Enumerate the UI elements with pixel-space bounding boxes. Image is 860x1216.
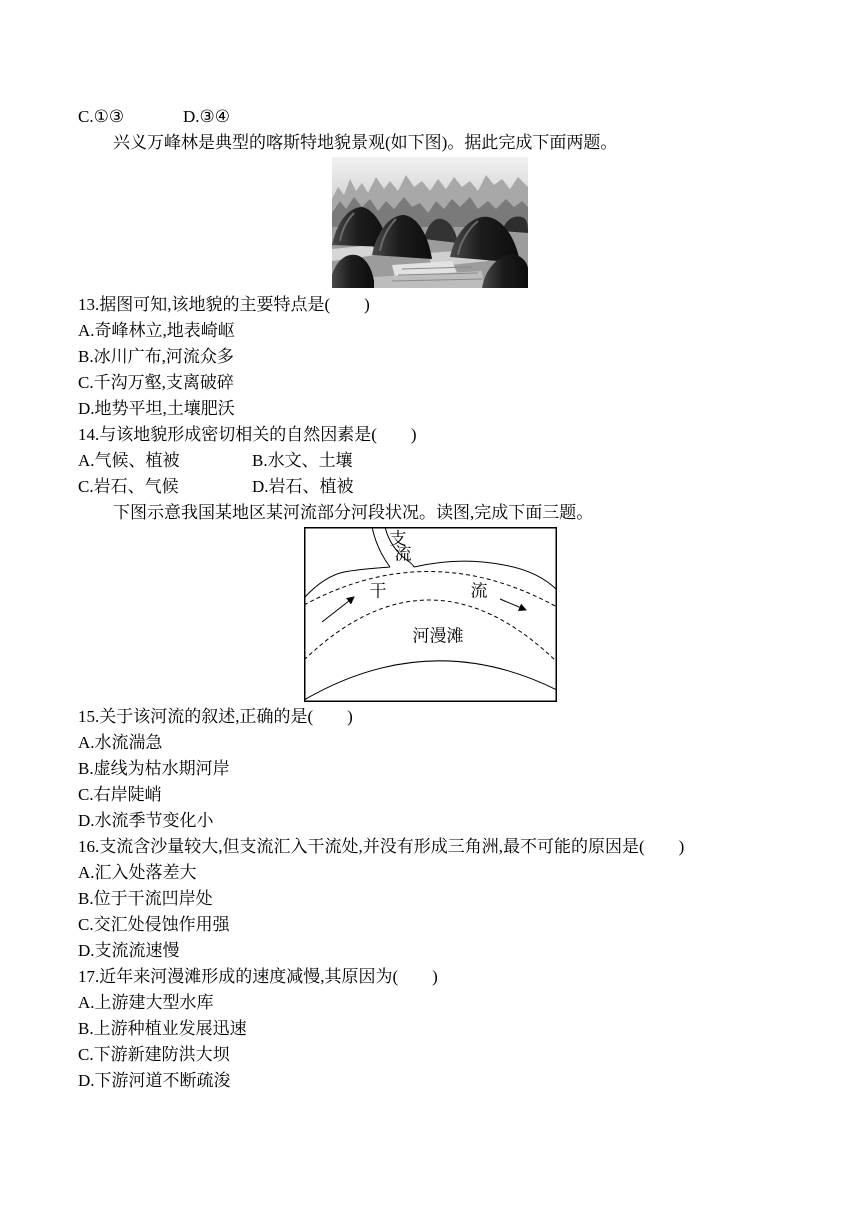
- option-c: C.右岸陡峭: [78, 785, 162, 804]
- option-c: C.千沟万壑,支离破碎: [78, 373, 234, 392]
- question-stem: 16.支流含沙量较大,但支流汇入干流处,并没有形成三角洲,最不可能的原因是( ): [78, 837, 685, 856]
- option-a: A.气候、植被: [78, 451, 180, 470]
- page-content: [78, 104, 778, 1094]
- main-river-label-char-1: 干: [369, 581, 387, 601]
- options-row: [78, 474, 778, 500]
- option-b: B.位于干流凹岸处: [78, 889, 213, 908]
- option-b: B.冰川广布,河流众多: [78, 347, 234, 366]
- option-d: D.地势平坦,土壤肥沃: [78, 399, 235, 418]
- karst-photo-graphic: [332, 157, 528, 288]
- river-section-diagram: [304, 527, 557, 702]
- tributary-label-char-2: 流: [394, 544, 412, 564]
- karst-landscape-photo: [332, 157, 528, 288]
- passage-river-intro: 下图示意我国某地区某河流部分河段状况。读图,完成下面三题。: [113, 503, 594, 522]
- option-d: D.水流季节变化小: [78, 811, 214, 830]
- option-d: D.岩石、植被: [252, 477, 354, 496]
- question-stem: 15.关于该河流的叙述,正确的是( ): [78, 707, 353, 726]
- question-14: [78, 422, 778, 500]
- option-c: C.下游新建防洪大坝: [78, 1045, 230, 1064]
- option-c: C.交汇处侵蚀作用强: [78, 915, 230, 934]
- question-stem: 17.近年来河漫滩形成的速度减慢,其原因为( ): [78, 967, 438, 986]
- question-16: [78, 834, 778, 964]
- question-17: [78, 964, 778, 1094]
- option-d: D.支流流速慢: [78, 941, 180, 960]
- option-b: B.上游种植业发展迅速: [78, 1019, 247, 1038]
- option-d: D.下游河道不断疏浚: [78, 1071, 231, 1090]
- options-row: [78, 448, 778, 474]
- diagram-frame: [305, 528, 557, 702]
- option-b: B.水文、土壤: [252, 451, 353, 470]
- previous-question-options: [78, 104, 778, 130]
- question-13: [78, 292, 778, 422]
- option-b: B.虚线为枯水期河岸: [78, 759, 230, 778]
- option-a: A.汇入处落差大: [78, 863, 197, 882]
- option-c: C.①③: [78, 107, 125, 126]
- main-river-label-char-2: 流: [470, 581, 488, 601]
- question-15: [78, 704, 778, 834]
- option-a: A.上游建大型水库: [78, 993, 214, 1012]
- option-d: D.③④: [183, 107, 231, 126]
- passage-karst-intro: 兴义万峰林是典型的喀斯特地貌景观(如下图)。据此完成下面两题。: [113, 133, 618, 152]
- question-stem: 14.与该地貌形成密切相关的自然因素是( ): [78, 425, 417, 444]
- option-a: A.水流湍急: [78, 733, 163, 752]
- tributary-label-char-1: 支: [389, 529, 407, 549]
- option-a: A.奇峰林立,地表崎岖: [78, 321, 235, 340]
- question-stem: 13.据图可知,该地貌的主要特点是( ): [78, 295, 370, 314]
- floodplain-label: 河漫滩: [412, 626, 464, 646]
- river-diagram-graphic: [304, 527, 557, 702]
- option-c: C.岩石、气候: [78, 477, 179, 496]
